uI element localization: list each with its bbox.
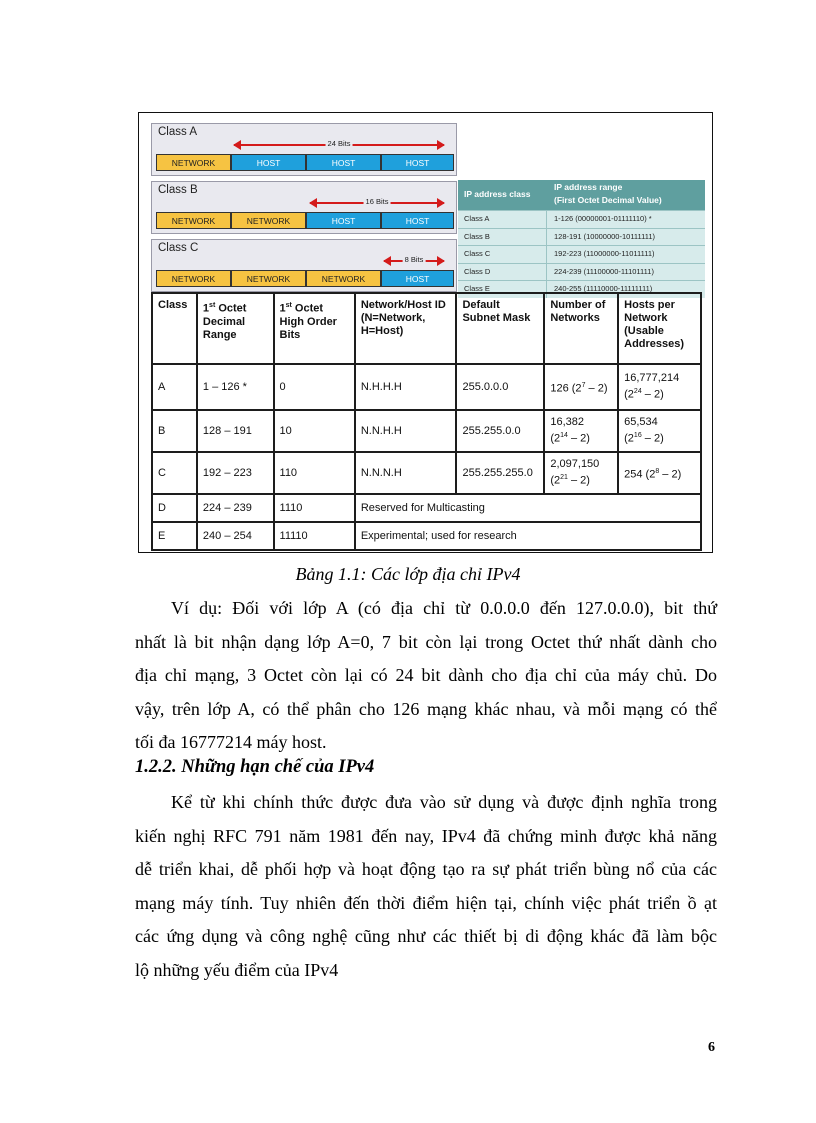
class-c-diagram	[151, 239, 457, 292]
class-a-diagram	[151, 123, 457, 176]
ip-class-cell: Class B	[464, 231, 490, 241]
header-number-of-networks: Number of Networks	[544, 293, 618, 364]
bits-cell: 0	[274, 364, 355, 410]
ip-range-row	[458, 228, 705, 246]
id-cell: N.H.H.H	[355, 364, 457, 410]
page-number: 6	[708, 1040, 715, 1055]
header-default-subnet-mask: Default Subnet Mask	[456, 293, 544, 364]
ip-range-cell: 128-191 (10000000-10111111)	[554, 231, 656, 241]
id-cell: N.N.H.H	[355, 410, 457, 452]
note-cell: Reserved for Multicasting	[355, 494, 701, 522]
header-hosts-per-network: Hosts per Network (Usable Addresses)	[618, 293, 701, 364]
segment-host: HOST	[381, 154, 454, 171]
range-cell: 192 – 223	[197, 452, 274, 494]
class-c-bits-arrow	[384, 254, 444, 266]
hosts-cell: 254 $(2^8 - 2)$	[618, 452, 701, 494]
bits-cell: 1110	[274, 494, 355, 522]
class-cell: C	[152, 452, 197, 494]
class-a-title: Class A	[158, 126, 197, 138]
hosts-cell: 16,777,214 $(2^{24} - 2)$	[618, 364, 701, 410]
ip-range-subheader: (First Octet Decimal Value)	[554, 195, 662, 205]
figure-caption: Bảng 1.1: Các lớp địa chỉ IPv4	[295, 564, 521, 584]
segment-host: HOST	[306, 154, 381, 171]
range-cell: 128 – 191	[197, 410, 274, 452]
ipv4-classes-table	[151, 292, 702, 551]
segment-network: NETWORK	[156, 212, 231, 229]
table-row	[152, 364, 701, 410]
ip-range-row	[458, 210, 705, 228]
header-high-order-bits: 1st Octet High Order Bits	[274, 293, 355, 364]
segment-network: NETWORK	[156, 270, 231, 287]
class-cell: E	[152, 522, 197, 550]
segment-network: NETWORK	[231, 270, 306, 287]
table-row	[152, 522, 701, 550]
networks-cell: 2,097,150 $(2^{21} - 2)$	[544, 452, 618, 494]
bits-cell: 110	[274, 452, 355, 494]
class-cell: A	[152, 364, 197, 410]
ip-range-table-header	[458, 180, 705, 210]
class-b-bits-label: 16 Bits	[365, 197, 389, 206]
ip-range-row	[458, 263, 705, 281]
paragraph-limitations	[135, 786, 717, 987]
class-c-title: Class C	[158, 242, 199, 254]
class-a-bits-label: 24 Bits	[327, 139, 351, 148]
ip-range-cell: 192-223 (11000000-11011111)	[554, 249, 655, 258]
class-b-title: Class B	[158, 184, 198, 196]
header-network-host-id: Network/Host ID (N=Network, H=Host)	[355, 293, 457, 364]
class-cell: B	[152, 410, 197, 452]
text-line: nhất là bit nhận dạng lớp A=0, 7 bit còn lại trong Octet thứ nhất dành cho	[135, 631, 717, 652]
text-line: kiến nghị RFC 791 năm 1981 đến nay, IPv4 đã chứng minh được khả năng	[135, 825, 717, 846]
segment-host: HOST	[381, 212, 454, 229]
ip-range-row	[458, 245, 705, 263]
range-cell: 224 – 239	[197, 494, 274, 522]
text-line: mạng máy tính. Tuy nhiên đến thời điểm hiện tại, chính việc phát triển ồ ạt	[135, 892, 717, 913]
text-line: Ví dụ: Đối với lớp A (có địa chỉ từ 0.0.0.0 đến 127.0.0.0), bit thứ	[171, 598, 717, 618]
segment-network: NETWORK	[306, 270, 381, 287]
text-line: các ứng dụng và công nghệ cũng như các thiết bị di động khác đã làm bộc	[135, 926, 717, 946]
range-cell: 1 – 126 *	[197, 364, 274, 410]
segment-network: NETWORK	[231, 212, 306, 229]
class-b-diagram	[151, 181, 457, 234]
section-heading: 1.2.2. Những hạn chế của IPv4	[135, 757, 375, 777]
header-class: Class	[152, 293, 197, 364]
segment-host: HOST	[381, 270, 454, 287]
text-line: địa chỉ mạng, 3 Octet còn lại có 24 bit dành cho địa chỉ của máy chủ. Do	[135, 665, 717, 685]
segment-host: HOST	[306, 212, 381, 229]
mask-cell: 255.255.255.0	[456, 452, 544, 494]
ip-range-cell: 1-126 (00000001-01111110) *	[554, 214, 652, 223]
ip-range-header: IP address range	[554, 182, 623, 192]
bits-cell: 11110	[274, 522, 355, 550]
class-cell: D	[152, 494, 197, 522]
table-row	[152, 494, 701, 522]
note-cell: Experimental; used for research	[355, 522, 701, 550]
mask-cell: 255.255.0.0	[456, 410, 544, 452]
table-row	[152, 452, 701, 494]
ip-range-table	[458, 180, 705, 298]
text-line: Kể từ khi chính thức được đưa vào sử dụng và được định nghĩa trong	[171, 792, 717, 812]
networks-cell: 126 $(2^7 - 2)$	[544, 364, 618, 410]
networks-cell: 16,382 $(2^{14} - 2)$	[544, 410, 618, 452]
header-decimal-range: 1st Octet Decimal Range	[197, 293, 274, 364]
bits-cell: 10	[274, 410, 355, 452]
class-a-bits-arrow	[234, 138, 444, 150]
text-line: tối đa 16777214 máy host.	[135, 732, 327, 752]
ip-class-cell: Class E	[464, 284, 490, 293]
ip-class-cell: Class A	[464, 214, 490, 223]
table-row	[152, 410, 701, 452]
segment-host: HOST	[231, 154, 306, 171]
table-header-row	[152, 293, 701, 364]
id-cell: N.N.N.H	[355, 452, 457, 494]
range-cell: 240 – 254	[197, 522, 274, 550]
text-line: dễ triển khai, dễ phối hợp và hoạt động tạo ra sự phát triển bùng nổ của các	[135, 859, 717, 879]
class-c-bits-label: 8 Bits	[404, 255, 424, 264]
text-line: lộ những yếu điểm của IPv4	[135, 959, 339, 980]
paragraph-example	[135, 592, 717, 760]
text-line: vậy, trên lớp A, có thể phân cho 126 mạng khác nhau, và mỗi mạng có thể	[135, 698, 717, 719]
ip-class-cell: Class D	[464, 266, 491, 276]
ip-class-cell: Class C	[464, 249, 491, 258]
segment-network: NETWORK	[156, 154, 231, 171]
ipv4-class-figure	[138, 112, 713, 553]
hosts-cell: 65,534 $(2^{16} - 2)$	[618, 410, 701, 452]
ip-range-cell: 240-255 (11110000-11111111)	[554, 284, 653, 293]
ip-class-header: IP address class	[464, 189, 531, 199]
ip-range-cell: 224-239 (11100000-11101111)	[554, 266, 654, 276]
mask-cell: 255.0.0.0	[456, 364, 544, 410]
class-b-bits-arrow	[310, 196, 444, 208]
